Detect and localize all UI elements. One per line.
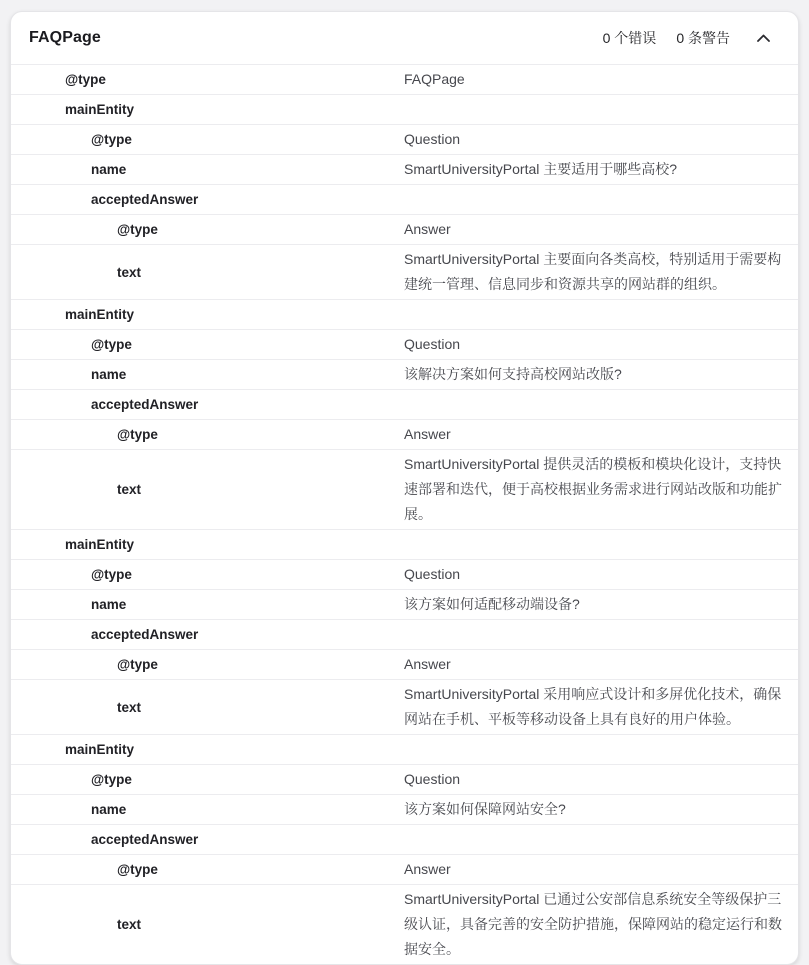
table-row <box>11 884 798 964</box>
property-key: name <box>91 802 127 817</box>
property-value: 该解决方案如何支持高校网站改版? <box>404 366 622 382</box>
property-key: mainEntity <box>65 537 135 552</box>
table-row <box>11 794 798 824</box>
table-row <box>11 589 798 619</box>
table-row <box>11 854 798 884</box>
property-value: Answer <box>404 426 451 442</box>
property-value: Answer <box>404 861 451 877</box>
property-key: name <box>91 162 127 177</box>
warnings-count: 0 条警告 <box>676 30 730 46</box>
faqpage-accordion-header[interactable] <box>11 12 798 64</box>
property-key: name <box>91 367 127 382</box>
property-key: @type <box>117 862 158 877</box>
table-row <box>11 154 798 184</box>
property-key: @type <box>91 567 132 582</box>
property-key: mainEntity <box>65 742 135 757</box>
table-row <box>11 449 798 529</box>
property-key: acceptedAnswer <box>91 192 199 207</box>
property-value: SmartUniversityPortal 主要面向各类高校，特别适用于需要构建统一管理、信息同步和资源共享的网站群的组织。 <box>404 251 782 292</box>
schema-property-table <box>11 64 798 964</box>
property-value: SmartUniversityPortal 提供灵活的模板和模块化设计，支持快速部署和迭代，便于高校根据业务需求进行网站改版和功能扩展。 <box>404 456 782 522</box>
table-row <box>11 734 798 764</box>
table-row <box>11 619 798 649</box>
table-row <box>11 64 798 94</box>
property-key: name <box>91 597 127 612</box>
property-key: mainEntity <box>65 102 135 117</box>
table-row <box>11 244 798 299</box>
property-key: acceptedAnswer <box>91 397 199 412</box>
table-row <box>11 649 798 679</box>
table-row <box>11 94 798 124</box>
property-key: acceptedAnswer <box>91 832 199 847</box>
property-value: Answer <box>404 656 451 672</box>
property-value: Question <box>404 336 461 352</box>
property-value: Answer <box>404 221 451 237</box>
collapse-button[interactable] <box>754 29 772 47</box>
table-row <box>11 529 798 559</box>
property-key: @type <box>117 427 158 442</box>
property-key: @type <box>91 772 132 787</box>
table-row <box>11 124 798 154</box>
property-value: SmartUniversityPortal 主要适用于哪些高校? <box>404 161 678 177</box>
table-row <box>11 389 798 419</box>
property-value: Question <box>404 131 461 147</box>
validation-summary <box>603 28 772 48</box>
table-row <box>11 329 798 359</box>
table-row <box>11 764 798 794</box>
property-key: text <box>117 482 142 497</box>
property-key: acceptedAnswer <box>91 627 199 642</box>
property-key: @type <box>65 72 106 87</box>
errors-count: 0 个错误 <box>602 30 657 46</box>
property-key: text <box>117 699 142 715</box>
table-row <box>11 679 798 734</box>
property-key: @type <box>91 337 132 352</box>
table-row <box>11 359 798 389</box>
table-row <box>11 299 798 329</box>
table-row <box>11 824 798 854</box>
schema-type-title: FAQPage <box>29 29 101 46</box>
chevron-up-icon <box>757 34 770 42</box>
property-value: SmartUniversityPortal 已通过公安部信息系统安全等级保护三级认证，具备完善的安全防护措施，保障网站的稳定运行和数据安全。 <box>404 891 782 957</box>
property-key: mainEntity <box>65 307 135 322</box>
table-row <box>11 214 798 244</box>
table-row <box>11 184 798 214</box>
property-value: SmartUniversityPortal 采用响应式设计和多屏优化技术，确保网站在手机、平板等移动设备上具有良好的用户体验。 <box>404 686 782 727</box>
property-value: 该方案如何保障网站安全? <box>404 801 566 817</box>
structured-data-result-card <box>10 11 799 965</box>
property-value: 该方案如何适配移动端设备? <box>404 596 580 612</box>
property-value: FAQPage <box>404 71 465 87</box>
property-key: text <box>117 917 142 932</box>
property-value: Question <box>404 771 461 787</box>
property-key: @type <box>117 657 158 672</box>
property-key: @type <box>117 222 158 237</box>
property-value: Question <box>404 566 461 582</box>
property-key: @type <box>91 132 132 147</box>
table-row <box>11 419 798 449</box>
property-key: text <box>117 264 142 280</box>
table-row <box>11 559 798 589</box>
